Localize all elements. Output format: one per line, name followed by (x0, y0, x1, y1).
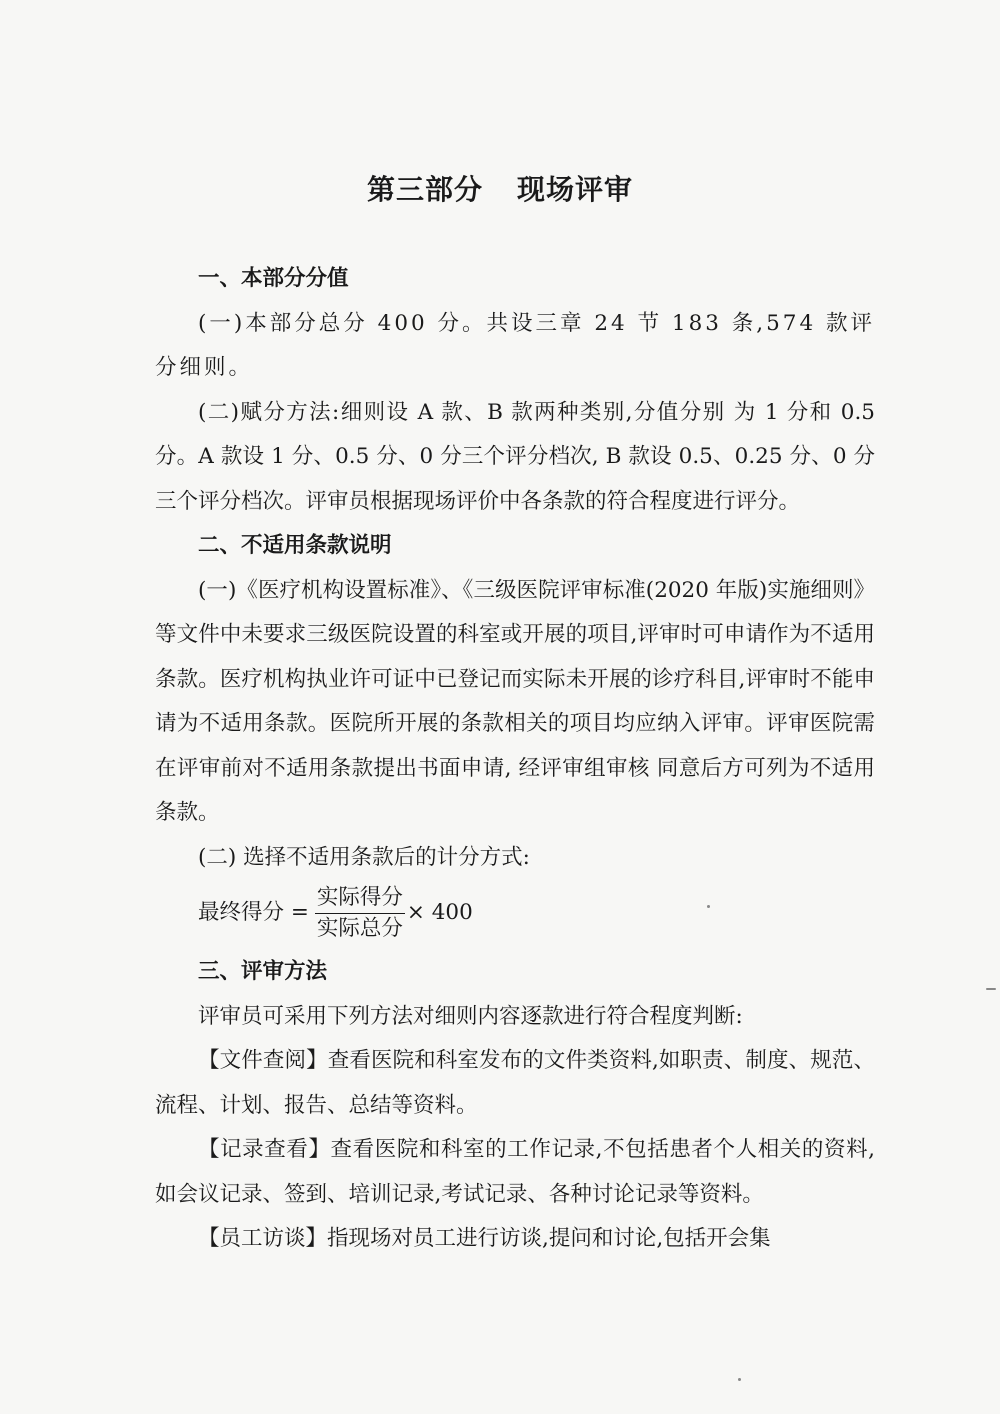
paragraph-record-review: 【记录查看】查看医院和科室的工作记录,不包括患者个人相关的资料,如会议记录、签到、培训记录,考试记录、各种讨论记录等资料。 (155, 1137, 875, 1207)
paragraph-scoring-after-exclusion: (二) 选择不适用条款后的计分方式: (198, 844, 530, 870)
page-title (0, 168, 1000, 208)
paragraph-scoring-method: (二)赋分方法:细则设 A 款、B 款两种类别,分值分别 为 1 分和 0.5 分。A 款设 1 分、0.5 分、0 分三个评分档次, B 款设 0.5、0.25 分、0 分三个评分档次。评审员根据现场评价中各条款的符合程度进行评分。 (155, 399, 875, 514)
paragraph-total-score: (一)本部分总分 400 分。共设三章 24 节 183 条,574 款评分细则。 (155, 310, 875, 380)
formula-rhs: × 400 (406, 899, 473, 925)
formula-lhs: 最终得分 = (198, 899, 309, 925)
document-body (155, 257, 875, 1262)
formula-numerator: 实际得分 (315, 885, 405, 914)
paragraph-staff-interview: 【员工访谈】指现场对员工进行访谈,提问和讨论,包括开会集 (198, 1226, 771, 1251)
section-heading-review-method: 三、评审方法 (198, 959, 328, 984)
paragraph-document-review: 【文件查阅】查看医院和科室发布的文件类资料,如职责、制度、规范、流程、计划、报告、总结等资料。 (155, 1048, 875, 1118)
formula-denominator: 实际总分 (316, 915, 403, 941)
title-part: 第三部分 (366, 173, 483, 206)
scan-speck (738, 1378, 741, 1381)
paragraph-review-intro: 评审员可采用下列方法对细则内容逐款进行符合程度判断: (198, 1003, 743, 1029)
section-heading-not-applicable: 二、不适用条款说明 (198, 533, 392, 558)
formula-fraction (315, 885, 405, 942)
title-subject: 现场评审 (517, 173, 634, 206)
section-heading-score: 一、本部分分值 (198, 266, 349, 291)
paragraph-not-applicable-rules: (一)《医疗机构设置标准》、《三级医院评审标准(2020 年版)实施细则》等文件中未要求三级医院设置的科室或开展的项目,评审时可申请作为不适用条款。医疗机构执业许可证中已登记而实际未开展的诊疗科目,评审时不能申请为不适用条款。医院所开展的条款相关的项目均应纳入评审。评审医院需在评审前对不适用条款提出书面申请, 经评审组审核 同意后方可列为不适用条款。 (155, 577, 875, 825)
score-formula (198, 880, 875, 946)
scan-speck (707, 905, 710, 908)
scan-speck (986, 988, 996, 990)
